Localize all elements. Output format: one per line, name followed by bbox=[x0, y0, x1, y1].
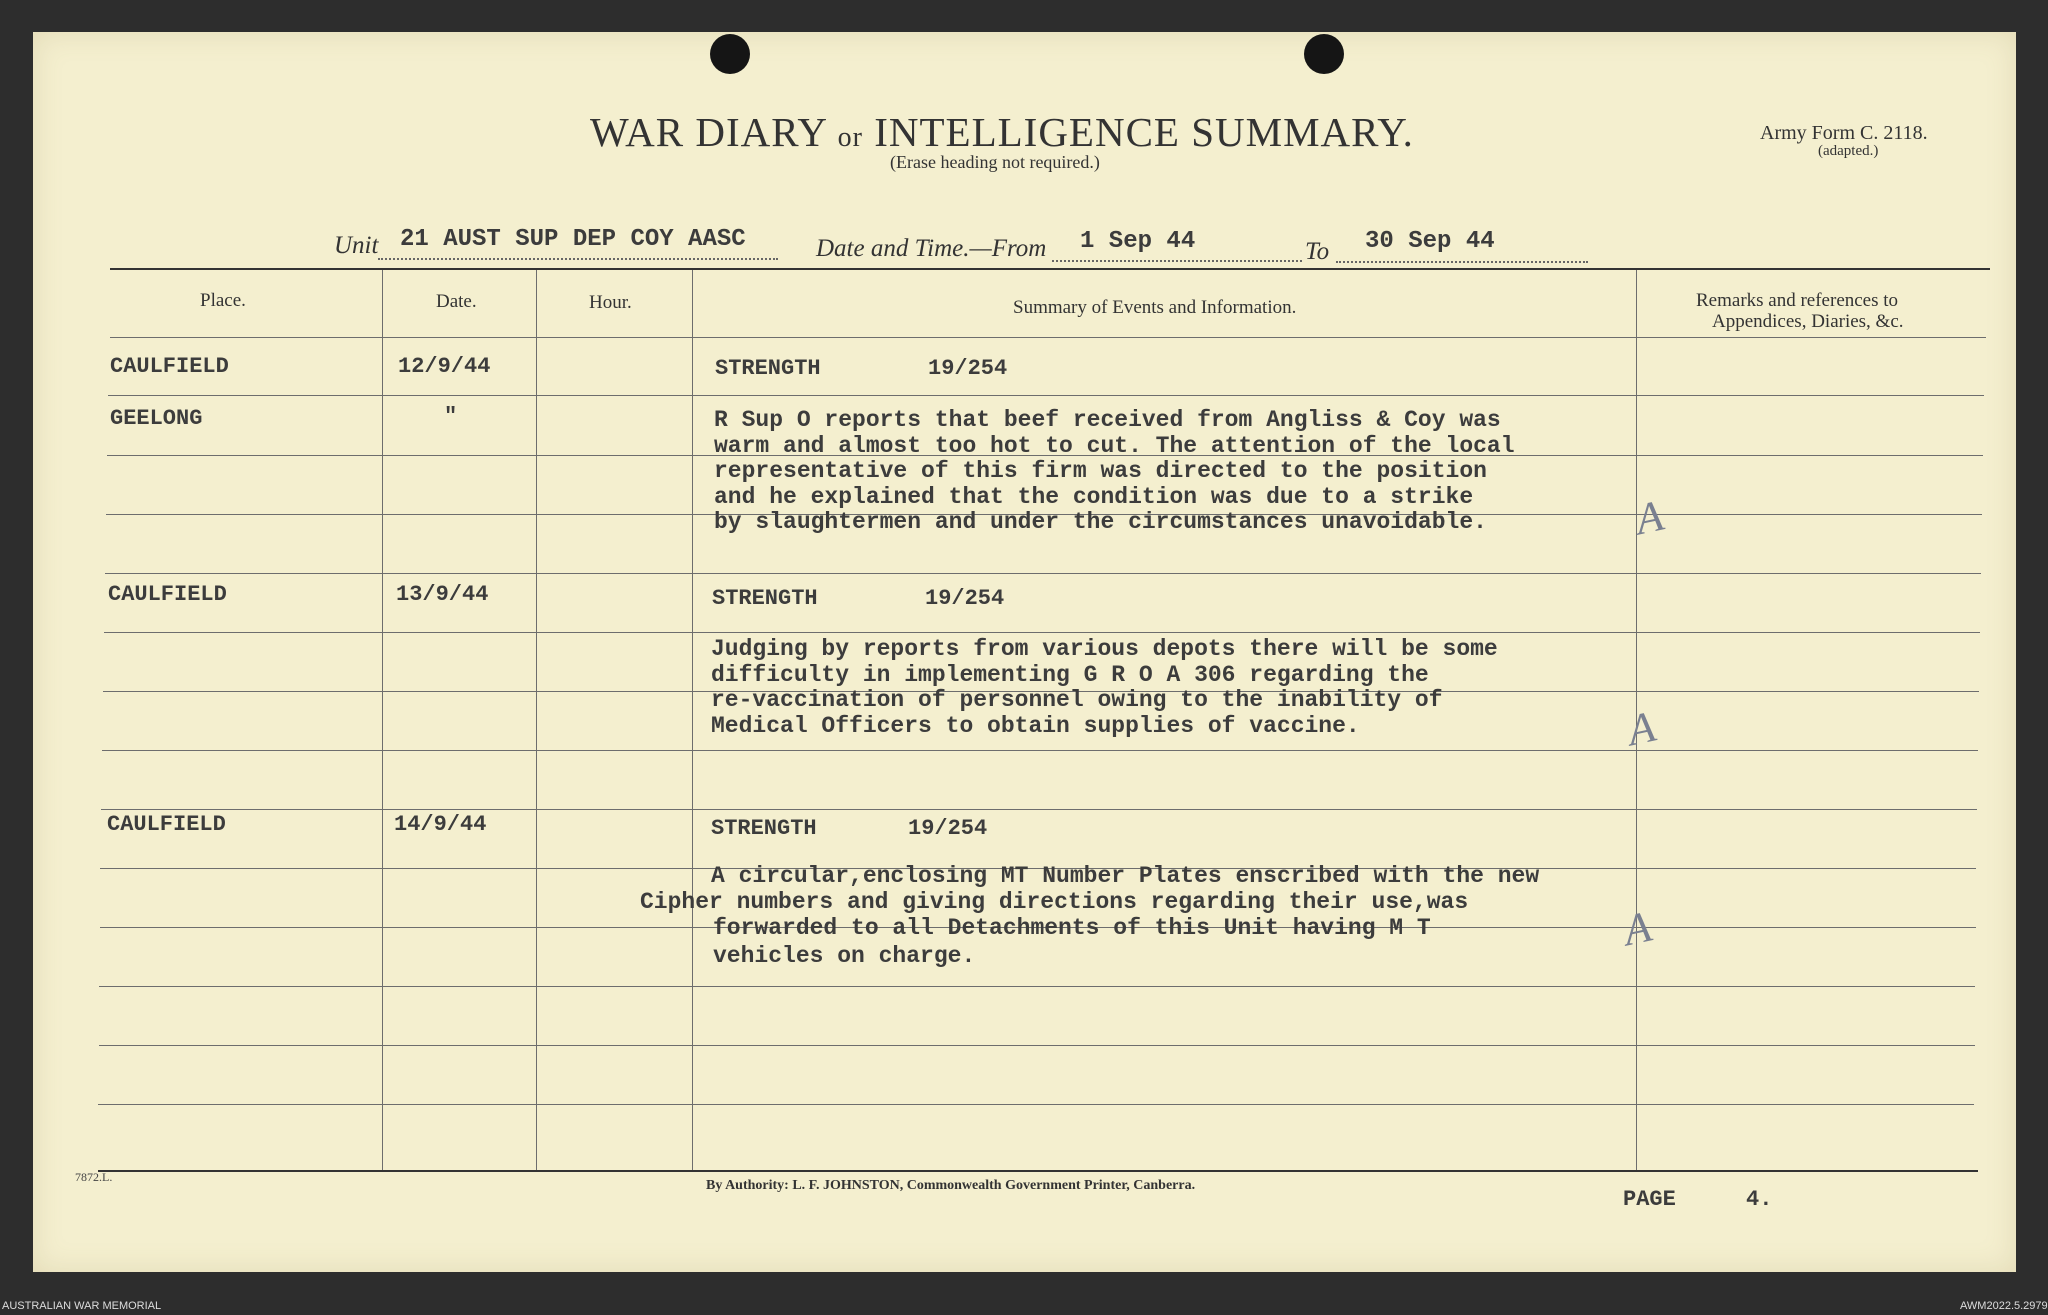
table-top-rule bbox=[110, 268, 1990, 270]
column-header-hour: Hour. bbox=[589, 292, 632, 313]
remark-initial: A bbox=[1619, 901, 1656, 956]
form-title: WAR DIARY or INTELLIGENCE SUMMARY. bbox=[590, 109, 1414, 155]
form-code: 7872.L. bbox=[75, 1170, 113, 1184]
ruled-line bbox=[110, 337, 1986, 338]
date-to-value: 30 Sep 44 bbox=[1365, 228, 1495, 255]
ruled-line bbox=[99, 1045, 1975, 1046]
remark-initial: A bbox=[1623, 701, 1660, 756]
ruled-line bbox=[98, 1104, 1974, 1105]
ruled-line bbox=[102, 750, 1978, 751]
date-from-dotted-line bbox=[1052, 260, 1302, 262]
entry-summary-text: Cipher numbers and giving directions regarding their use,was bbox=[640, 889, 1469, 915]
unit-dotted-line bbox=[378, 258, 778, 260]
entry-place: GEELONG bbox=[110, 406, 203, 431]
column-header-place: Place. bbox=[200, 290, 246, 311]
form-number: Army Form C. 2118. bbox=[1760, 122, 1928, 144]
entry-strength-value: 19/254 bbox=[908, 816, 988, 841]
table-bottom-rule bbox=[98, 1170, 1978, 1172]
column-divider bbox=[692, 270, 693, 1170]
entry-summary-text: Judging by reports from various depots there will be some difficulty in implementing G R O A 306 regarding the re-vaccination of personnel owing to the inability of Medical Officers to obtain supplies of vaccine. bbox=[711, 636, 1498, 739]
column-header-date: Date. bbox=[436, 291, 477, 312]
remark-initial: A bbox=[1631, 490, 1668, 545]
entry-summary-text: R Sup O reports that beef received from Angliss & Coy was warm and almost too hot to cut. The attention of the local representative of this firm was directed to the position and he explained that the condition was due to a strike by slaughtermen and under the circumstances unavoidable. bbox=[714, 407, 1515, 535]
form-subtitle: (Erase heading not required.) bbox=[890, 152, 1100, 172]
date-from-label: Date and Time.—From bbox=[816, 235, 1047, 262]
entry-summary-text: A circular,enclosing MT Number Plates enscribed with the new bbox=[711, 863, 1540, 889]
entry-place: CAULFIELD bbox=[110, 354, 229, 379]
ruled-line bbox=[105, 573, 1981, 574]
page-label: PAGE bbox=[1623, 1187, 1676, 1212]
ruled-line bbox=[108, 395, 1984, 396]
unit-label: Unit bbox=[334, 232, 379, 259]
date-to-dotted-line bbox=[1336, 261, 1588, 263]
date-from-value: 1 Sep 44 bbox=[1080, 228, 1196, 255]
entry-strength-value: 19/254 bbox=[925, 586, 1005, 611]
entry-date: 12/9/44 bbox=[398, 354, 491, 379]
column-header-summary: Summary of Events and Information. bbox=[1013, 297, 1297, 318]
entry-date-ditto: " bbox=[444, 404, 458, 429]
date-to-label: To bbox=[1305, 238, 1330, 265]
entry-summary-text: vehicles on charge. bbox=[713, 943, 976, 969]
entry-strength-label: STRENGTH bbox=[711, 816, 817, 841]
ruled-line bbox=[101, 809, 1977, 810]
column-header-remarks-2: Appendices, Diaries, &c. bbox=[1712, 311, 1904, 332]
entry-place: CAULFIELD bbox=[108, 582, 227, 607]
unit-value: 21 AUST SUP DEP COY AASC bbox=[400, 226, 746, 253]
entry-strength-value: 19/254 bbox=[928, 356, 1008, 381]
entry-strength-label: STRENGTH bbox=[715, 356, 821, 381]
printer-authority: By Authority: L. F. JOHNSTON, Commonwealth Government Printer, Canberra. bbox=[706, 1178, 1196, 1193]
entry-date: 14/9/44 bbox=[394, 812, 487, 837]
entry-summary-text: forwarded to all Detachments of this Unit having M T bbox=[713, 915, 1431, 941]
column-divider bbox=[536, 270, 537, 1170]
ruled-line bbox=[104, 632, 1980, 633]
column-header-remarks: Remarks and references to bbox=[1696, 290, 1899, 311]
ruled-line bbox=[99, 986, 1975, 987]
entry-place: CAULFIELD bbox=[107, 812, 226, 837]
form-adapted: (adapted.) bbox=[1818, 143, 1879, 159]
page-number: 4. bbox=[1746, 1187, 1773, 1212]
entry-date: 13/9/44 bbox=[396, 582, 489, 607]
punch-hole bbox=[710, 34, 750, 74]
column-divider bbox=[382, 270, 383, 1170]
archive-institution: AUSTRALIAN WAR MEMORIAL bbox=[2, 1300, 162, 1312]
entry-strength-label: STRENGTH bbox=[712, 586, 818, 611]
punch-hole bbox=[1304, 34, 1344, 74]
archive-reference: AWM2022.5.2979 bbox=[1960, 1300, 2048, 1312]
